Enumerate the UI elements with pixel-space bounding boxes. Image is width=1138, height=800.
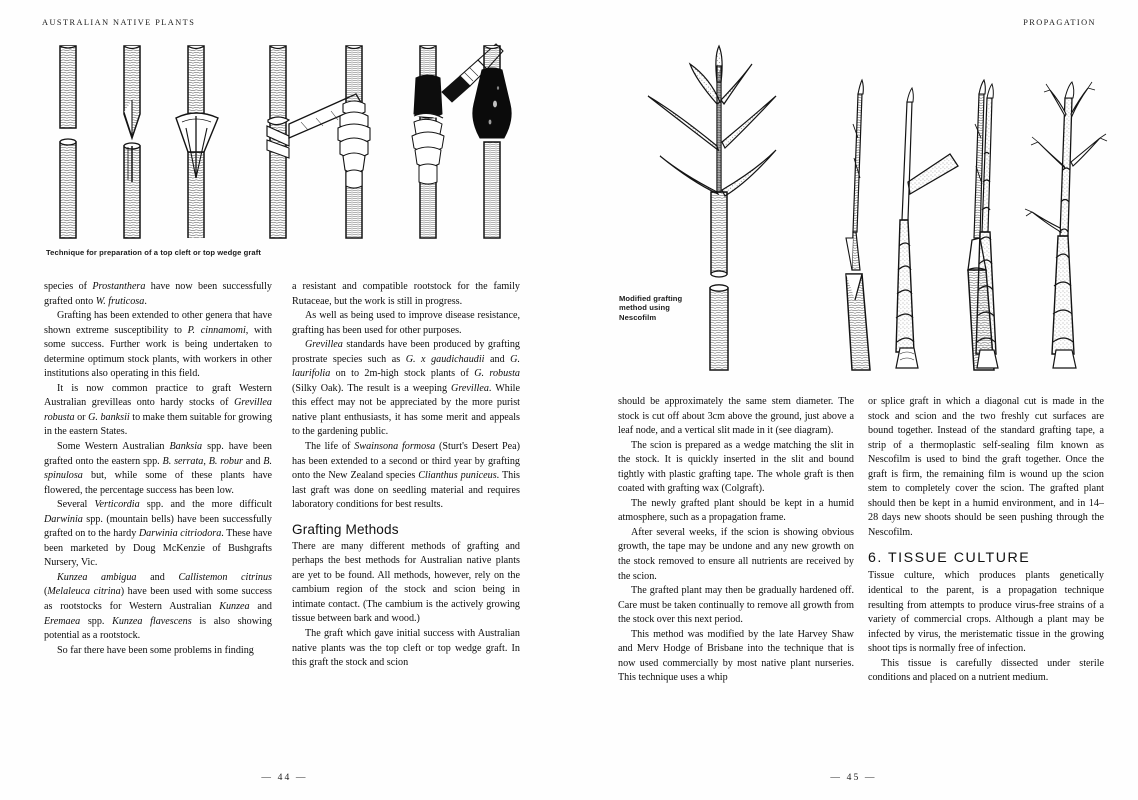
running-head-right: PROPAGATION (1023, 18, 1096, 27)
left-page-column-2 (292, 280, 520, 671)
right-page (569, 0, 1138, 800)
running-head-left: AUSTRALIAN NATIVE PLANTS (42, 18, 196, 27)
paragraph-group (868, 395, 1104, 540)
paragraph: species of Prostanthera have now been successfully grafted onto W. fruticosa. (44, 281, 272, 307)
paragraph: Tissue culture, which produces plants genetically identical to the parent, is a propagation technique resulting from attempts to produce virus-free strains of a variety of commercial crops. Although a plant may be infected by virus, the meristematic tissue in the growing shoot tips is normally free of infection. (868, 570, 1104, 655)
folio-right: — 45 — (830, 772, 877, 783)
paragraph: Several Verticordia spp. and the more difficult Darwinia spp. (mountain bells) have been successfully grafted on to the hardy Darwinia citriodora. These have been marketed by Doug McKenzie of Bushgrafts Nursery, Vic. (44, 499, 272, 569)
caption-line-2: method using (619, 303, 670, 313)
paragraph: There are many different methods of grafting and perhaps the best methods for Australian native plants are yet to be found. All methods, however, rely on the cambium region of the stock and scion being in intimate contact. (The cambium is the actively growing tissue between bark and wood.) (292, 540, 520, 625)
graft-stage-inserted-wedge (176, 46, 218, 238)
paragraph: This tissue is carefully dissected under sterile conditions and placed on a nutrient medium. (868, 657, 1104, 684)
graft-stage-new-shoots-through-film (1025, 82, 1107, 368)
paragraph-group-after-secthead (868, 569, 1104, 685)
paragraph: The newly grafted plant should be kept in a humid atmosphere, such as a propagation frame. (618, 497, 854, 524)
figure-caption-top-cleft-graft: Technique for preparation of a top cleft or top wedge graft (46, 248, 262, 257)
caption-line-1: Modified grafting (619, 294, 683, 303)
paragraph: So far there have been some problems in finding (57, 644, 254, 656)
graft-stage-wedge-scion (124, 46, 140, 138)
right-page-column-2 (868, 395, 1104, 686)
figure-nescofilm-wrapped (874, 42, 1124, 372)
graft-stage-fully-wrapped (976, 84, 998, 368)
paragraph: Grevillea standards have been produced by grafting prostrate species such as G. x gaudichaudii and G. laurifolia on to 2m-high stock plants of G. robusta (Silky Oak). The result is a weeping Grevillea. While this effect may not be appreciated by the more purist native plant enthusiasts, it has some merit and appeals to the gardening public. (292, 339, 520, 438)
folio-left: — 44 — (261, 772, 308, 783)
paragraph: The grafted plant may then be gradually hardened off. Care must be taken continually to remove all growth from the stock over this next period. (618, 585, 854, 626)
graft-stage-split-stock (124, 143, 140, 238)
graft-stage-film-strip-applied (896, 88, 958, 368)
paragraph: Grafting has been extended to other genera that have shown extreme susceptibility to P. cinnamomi, with some success. Further work is being undertaken to determine optimum stock plants, with workers in other institutions also operating in this field. (44, 310, 272, 380)
right-page-column-1 (618, 395, 854, 686)
paragraph: Some Western Australian Banksia spp. have been grafted onto the eastern spp. B. serrata, B. robur and B. spinulosa but, while some of these plants have flowered, the percentage success has been low. (44, 441, 272, 496)
section-heading-tissue-culture: 6. TISSUE CULTURE (868, 550, 1031, 567)
figure-caption-nescofilm (619, 294, 695, 322)
graft-stage-plain-stem-upper (60, 46, 76, 128)
paragraph: This method was modified by the late Harvey Shaw and Merv Hodge of Brisbane into the technique that is now used commercially by most native plant nurseries. This technique uses a whip (618, 628, 854, 684)
graft-stage-taped-union (338, 46, 370, 238)
paragraph-group (618, 395, 854, 686)
graft-stage-diagonal-cuts (846, 80, 870, 370)
paragraph: or splice graft in which a diagonal cut is made in the stock and scion and the two freshly cut surfaces are bound together. Instead of the standard grafting tape, a strip of a thermoplastic self-sealing film known as Nescofilm is used to bind the graft together. Once the graft is firm, the remaining film is wound up the scion stem to completely cover the scion. The grafted plant should then be kept in a humid environment, and in 14–28 days new shoots should be seen pushing through the Nescofilm. (868, 396, 1104, 538)
paragraph: The scion is prepared as a wedge matching the slit in the stock. It is quickly inserted in the slit and bound tightly with plastic grafting tape. The whole graft is then coated with grafting wax (Colgraft). (618, 439, 854, 495)
graft-stage-plain-stem-lower (60, 139, 76, 238)
left-page-column-1 (44, 280, 272, 658)
paragraph: The graft which gave initial success with Australian native plants was the top cleft or top wedge graft. In this graft the stock and scion (292, 628, 520, 669)
figure-top-cleft-graft (46, 42, 516, 242)
paragraph: The life of Swainsona formosa (Sturt's Desert Pea) has been extended to a second or third year by grafting onto the New Zealand species Clianthus puniceus. This last graft was done on seedling material and requires laboratory conditions for best results. (292, 441, 521, 511)
paragraph-group-after-subhead (292, 540, 520, 671)
paragraph: should be approximately the same stem diameter. The stock is cut off about 3cm above the ground, just above a leaf node, and a vertical slit made in it (see diagram). (618, 396, 854, 437)
paragraph: Kunzea ambigua and Callistemon citrinus (Melaleuca citrina) have been used with some success as rootstocks for Western Australian Kunzea and Eremaea spp. Kunzea flavescens is also showing potential as a rootstock. (44, 571, 272, 642)
caption-line-3: Nescofilm (619, 312, 657, 322)
paragraph-group (44, 280, 272, 658)
paragraph: a resistant and compatible rootstock for the family Rutaceae, but the work is still in progress. (292, 281, 520, 307)
paragraph: As well as being used to improve disease resistance, grafting has been used for other purposes. (292, 310, 520, 336)
paragraph: After several weeks, if the scion is showing obvious growth, the tape may be undone and any new growth on the stock removed to ensure all nutrients are received by the scion. (618, 526, 854, 582)
paragraph: It is now common practice to graft Western Australian grevilleas onto hardy stocks of Grevillea robusta or G. banksii to make them suitable for growing in the eastern States. (44, 382, 273, 438)
paragraph-group (292, 280, 520, 513)
subheading-grafting-methods: Grafting Methods (292, 521, 399, 537)
